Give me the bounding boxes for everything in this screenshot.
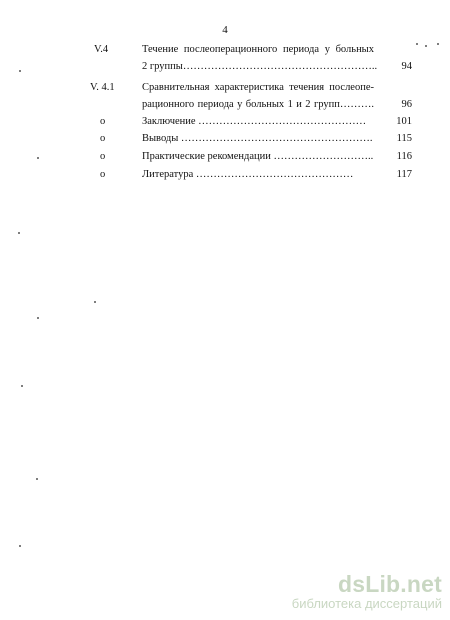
scan-speck bbox=[425, 45, 427, 47]
toc-page-number: 115 bbox=[396, 133, 412, 144]
toc-title bbox=[142, 167, 374, 184]
scan-speck bbox=[19, 70, 21, 72]
toc-title bbox=[142, 131, 374, 148]
watermark bbox=[292, 572, 442, 612]
toc-page-number: 101 bbox=[396, 116, 412, 127]
toc-title bbox=[142, 80, 374, 113]
toc-title-line: Литература ……………………………………… bbox=[142, 169, 354, 180]
scan-speck bbox=[18, 232, 20, 234]
toc-title-line: Сравнительная характеристика течения послеопе- bbox=[142, 82, 374, 93]
scan-speck bbox=[36, 478, 38, 480]
toc-title bbox=[142, 149, 374, 166]
toc-page-number: 94 bbox=[401, 60, 412, 72]
toc-title-line: Заключение ………………………………………… bbox=[142, 116, 367, 127]
toc-entry bbox=[0, 114, 450, 132]
toc-title bbox=[142, 42, 378, 75]
toc-title bbox=[142, 114, 374, 131]
toc-page-number: 116 bbox=[396, 151, 412, 162]
toc-bullet: o bbox=[100, 169, 106, 180]
scan-speck bbox=[37, 317, 39, 319]
page-number: 4 bbox=[222, 24, 228, 36]
toc-entry bbox=[0, 80, 450, 114]
scan-speck bbox=[437, 43, 439, 45]
toc-bullet: o bbox=[100, 151, 106, 162]
toc-entry bbox=[0, 131, 450, 149]
scan-speck bbox=[19, 545, 21, 547]
toc-page-number: 96 bbox=[401, 98, 412, 110]
toc-title-line: 2 группы……………………………………………….. bbox=[142, 60, 378, 72]
toc-title-line: Практические рекомендации ……………………….. bbox=[142, 151, 374, 162]
scan-speck bbox=[416, 43, 418, 45]
toc-page-number: 117 bbox=[396, 169, 412, 180]
toc-title-line: Течение послеоперационного периода у больных bbox=[142, 44, 374, 55]
toc-section-number: V.4 bbox=[94, 44, 109, 55]
toc-title-line: Выводы ………………………………………………. bbox=[142, 133, 373, 144]
toc-bullet: o bbox=[100, 133, 106, 144]
watermark-brand: dsLib.net bbox=[337, 571, 442, 597]
watermark-subtitle: библиотека диссертаций bbox=[291, 596, 442, 611]
scan-speck bbox=[37, 157, 39, 159]
toc-entry bbox=[0, 167, 450, 185]
toc-entry bbox=[0, 149, 450, 167]
toc-section-number: V. 4.1 bbox=[90, 82, 115, 93]
toc-entry bbox=[0, 42, 450, 76]
scan-speck bbox=[21, 385, 23, 387]
scan-speck bbox=[94, 301, 96, 303]
toc-bullet: o bbox=[100, 116, 106, 127]
toc-title-line: рационного периода у больных 1 и 2 групп………. bbox=[142, 98, 374, 110]
